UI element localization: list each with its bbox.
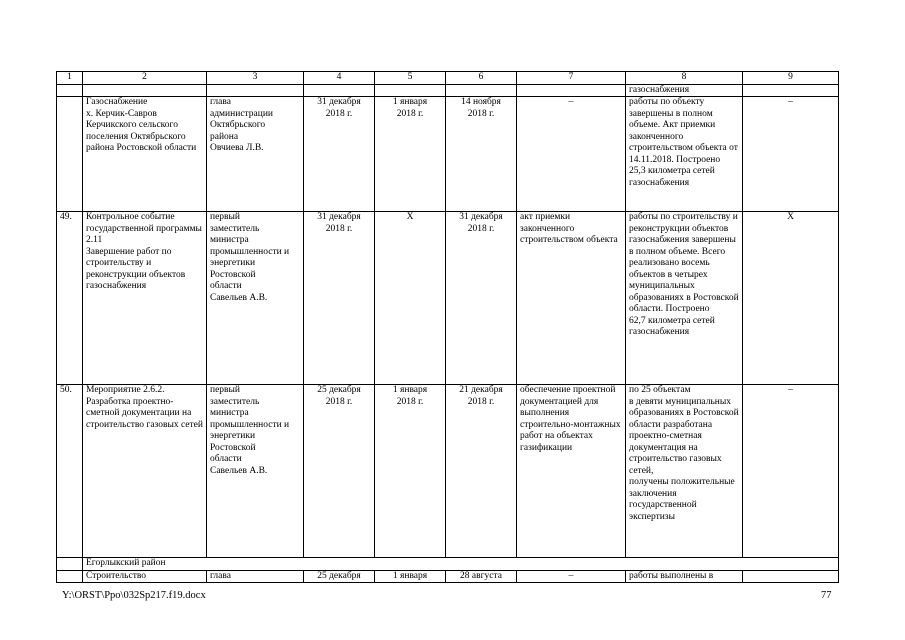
table-cell: работы по строительству и реконструкции объектов газоснабжения завершены в полном объеме. Всего реализовано восемь объектов в четырех муниципальных образованиях в Ростовской области. Построено 62,7 километра сетей газоснабжения <box>626 212 743 385</box>
report-table <box>56 71 839 583</box>
table-cell: 21 декабря 2018 г. <box>446 385 517 558</box>
table-cell: 1 января 2018 г. <box>375 97 446 212</box>
table-row-continuation <box>57 84 839 97</box>
table-cell: Х <box>375 212 446 385</box>
table-cell: – <box>743 385 839 558</box>
table-row <box>57 212 839 385</box>
row-number: 49. <box>57 212 83 385</box>
table-row <box>57 97 839 212</box>
table-cell: Газоснабжение х. Керчик-Савров Керчикского сельского поселения Октябрьского района Ростовской области <box>83 97 207 212</box>
table-cell: Мероприятие 2.6.2. Разработка проектно-сметной документации на строительство газовых сетей <box>83 385 207 558</box>
table-cell: первый заместитель министра промышленности и энергетики Ростовской области Савельев А.В. <box>207 385 304 558</box>
header-cell: 7 <box>517 72 626 85</box>
table-cell: – <box>517 570 626 583</box>
table-cell: газоснабжения <box>626 84 743 97</box>
table-cell: 25 декабря <box>304 570 375 583</box>
header-cell: 2 <box>83 72 207 85</box>
header-cell: 4 <box>304 72 375 85</box>
table-cell: 31 декабря 2018 г. <box>304 212 375 385</box>
section-row <box>57 558 839 571</box>
header-cell: 6 <box>446 72 517 85</box>
table-cell: Строительство <box>83 570 207 583</box>
table-cell: акт приемки законченного строительством объекта <box>517 212 626 385</box>
table-cell: 28 августа <box>446 570 517 583</box>
file-path: Y:\ORST\Ppo\032Sp217.f19.docx <box>62 590 206 601</box>
table-cell: глава <box>207 570 304 583</box>
table-cell: 31 декабря 2018 г. <box>446 212 517 385</box>
table-cell: глава администрации Октябрьского района Овчиева Л.В. <box>207 97 304 212</box>
table-cell: – <box>517 97 626 212</box>
table-cell: 1 января 2018 г. <box>375 385 446 558</box>
table-cell: Контрольное событие государственной программы 2.11 Завершение работ по строительству и реконструкции объектов газоснабжения <box>83 212 207 385</box>
table-cell: 14 ноября 2018 г. <box>446 97 517 212</box>
table-cell: Х <box>743 212 839 385</box>
header-cell: 1 <box>57 72 83 85</box>
row-number: 50. <box>57 385 83 558</box>
table-cell: первый заместитель министра промышленности и энергетики Ростовской области Савельев А.В. <box>207 212 304 385</box>
section-title: Егорлыкский район <box>83 558 839 571</box>
table-cell: 31 декабря 2018 г. <box>304 97 375 212</box>
table-cell: по 25 объектам в девяти муниципальных образованиях в Ростовской области разработана проектно-сметная документация на строительство газовых сетей, получены положительные заключения государственной экспертизы <box>626 385 743 558</box>
table-row <box>57 385 839 558</box>
header-cell: 8 <box>626 72 743 85</box>
page-number: 77 <box>821 590 832 601</box>
table-row <box>57 570 839 583</box>
table-cell: 1 января <box>375 570 446 583</box>
table-header-row <box>57 72 839 85</box>
header-cell: 9 <box>743 72 839 85</box>
header-cell: 3 <box>207 72 304 85</box>
table-cell: работы по объекту завершены в полном объеме. Акт приемки законченного строительством объекта от 14.11.2018. Построено 25,3 километра сетей газоснабжения <box>626 97 743 212</box>
table-cell: работы выполнены в <box>626 570 743 583</box>
header-cell: 5 <box>375 72 446 85</box>
table-cell: 25 декабря 2018 г. <box>304 385 375 558</box>
table-cell: обеспечение проектной документацией для выполнения строительно-монтажных работ на объектах газификации <box>517 385 626 558</box>
table-cell: – <box>743 97 839 212</box>
